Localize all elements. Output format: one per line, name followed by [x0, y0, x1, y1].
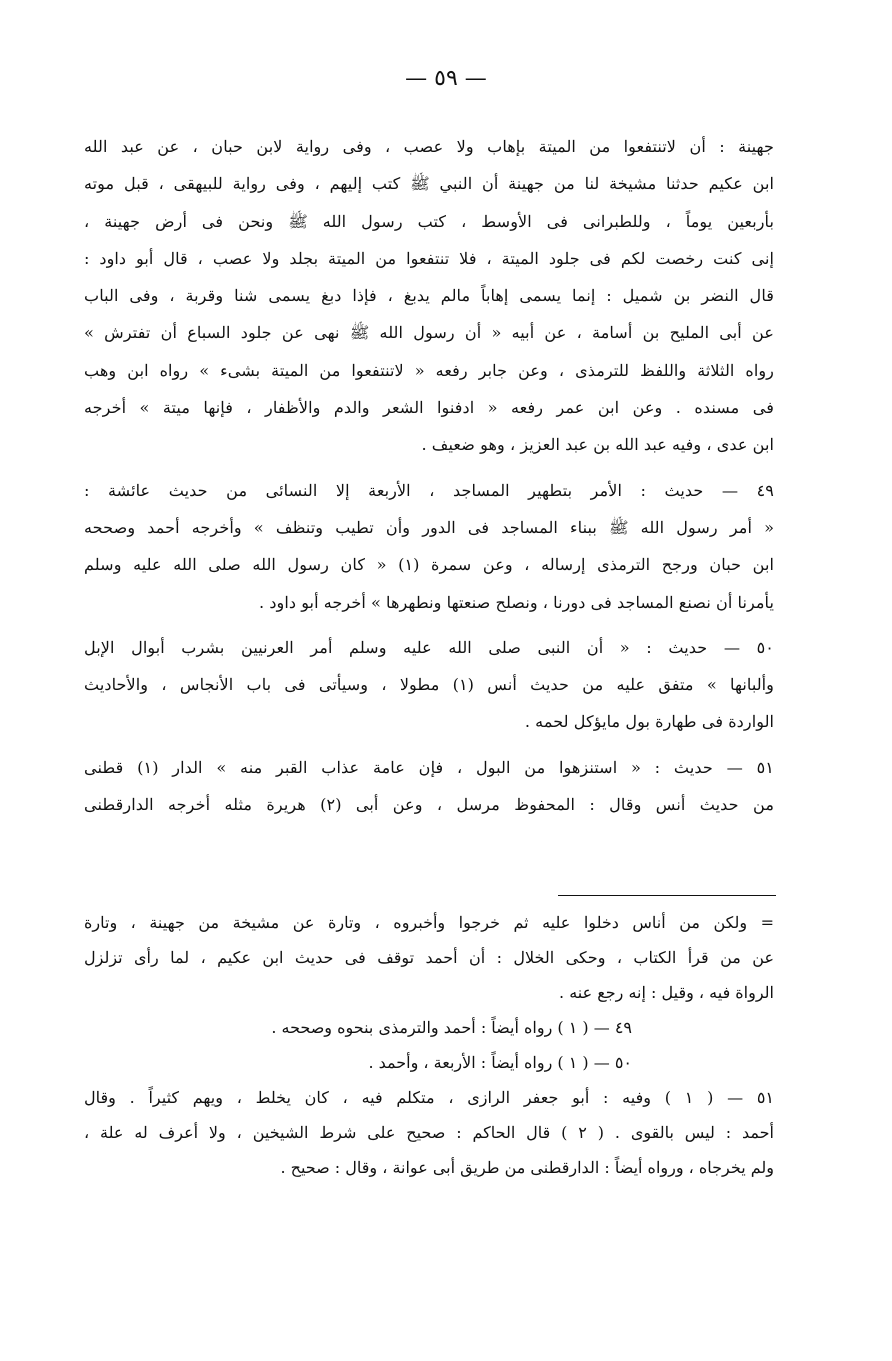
text-line: وألبانها » متفق عليه من حديث أنس (١) مطولا ، وسيأتى فى باب الأنجاس ، والأحاديث: [84, 675, 774, 695]
text-line: ابن عكيم حدثنا مشيخة لنا من جهينة أن النبي ﷺ كتب إليهم ، وفى رواية للبيهقى ، قبل موته: [84, 174, 774, 194]
footnote-separator: [558, 895, 776, 896]
footnote-51: ٥١ — ( ١ ) وفيه : أبو جعفر الرازى ، متكلم فيه ، كان يخلط ، ويهم كثيراً . وقال: [84, 1088, 774, 1107]
text-line: « أمر رسول الله ﷺ ببناء المساجد فى الدور وأن تطيب وتنظف » وأخرجه أحمد وصححه: [84, 517, 774, 537]
footnotes: [84, 905, 774, 1185]
text-line: ابن عدى ، وفيه عبد الله بن عبد العزيز ، وهو ضعيف .: [421, 435, 774, 455]
footnote-50: ٥٠ — ( ١ ) رواه أيضاً : الأربعة ، وأحمد .: [368, 1053, 632, 1072]
page-number: — ٥٩ —: [405, 66, 487, 91]
footnote-line: أحمد : ليس بالقوى . ( ٢ ) قال الحاكم : صحيح على شرط الشيخين ، ولا أعرف له علة ،: [84, 1123, 774, 1142]
footnote-49: ٤٩ — ( ١ ) رواه أيضاً : أحمد والترمذى بنحوه وصححه .: [271, 1018, 632, 1037]
text-line: رواه الثلاثة واللفظ للترمذى ، وعن جابر رفعه « لاتنتفعوا من الميتة بشىء » رواه ابن وهب: [84, 360, 774, 380]
paragraph-gap: [84, 464, 774, 472]
paragraph-gap: [84, 621, 774, 629]
hadith-49-heading: ٤٩ — حديث : الأمر بتطهير المساجد ، الأربعة إلا النسائى من حديث عائشة :: [84, 480, 774, 500]
text-line: جهينة : أن لاتنتفعوا من الميتة بإهاب ولا عصب ، وفى رواية لابن حبان ، عن عبد الله: [84, 137, 774, 156]
main-text: [84, 128, 774, 823]
text-line: عن أبى المليح بن أسامة ، عن أبيه « أن رسول الله ﷺ نهى عن جلود السباع أن تفترش »: [84, 323, 774, 343]
text-line: إنى كنت رخصت لكم فى جلود الميتة ، فلا تنتفعوا من الميتة بجلد ولا عصب ، قال أبو داود :: [84, 248, 774, 268]
hadith-51-heading: ٥١ — حديث : « استنزهوا من البول ، فإن عامة عذاب القبر منه » الدار (١) قطنى: [84, 757, 774, 777]
text-line: ابن حبان ورجح الترمذى إرساله ، وعن سمرة (١) « كان رسول الله صلى الله عليه وسلم: [84, 555, 774, 575]
text-line: بأربعين يوماً ، وللطبرانى فى الأوسط ، كتب رسول الله ﷺ ونحن فى أرض جهينة ،: [84, 211, 774, 231]
footnote-line: = ولكن من أناس دخلوا عليه ثم خرجوا وأخبروه ، وتارة عن مشيخة من جهينة ، وتارة: [84, 913, 774, 932]
text-line: الواردة فى طهارة بول مايؤكل لحمه .: [524, 712, 774, 732]
footnote-line: الرواة فيه ، وقيل : إنه رجع عنه .: [559, 983, 774, 1002]
paragraph-gap: [84, 741, 774, 749]
text-line: قال النضر بن شميل : إنما يسمى إهاباً مالم يدبغ ، فإذا دبغ يسمى شنا وقربة ، وفى الباب: [84, 286, 774, 306]
text-line: فى مسنده . وعن ابن عمر رفعه « ادفنوا الشعر والدم والأظفار ، فإنها ميتة » أخرجه: [84, 398, 774, 418]
footnote-line: عن من قرأ الكتاب ، وحكى الخلال : أن أحمد توقف فى حديث ابن عكيم ، لما رأى تزلزل: [84, 948, 774, 967]
hadith-50-heading: ٥٠ — حديث : « أن النبى صلى الله عليه وسلم أمر العرنيين بشرب أبوال الإبل: [84, 637, 774, 657]
text-line: من حديث أنس وقال : المحفوظ مرسل ، وعن أبى (٢) هريرة مثله أخرجه الدارقطنى: [84, 795, 774, 815]
footnote-line: ولم يخرجاه ، ورواه أيضاً : الدارقطنى من طريق أبى عوانة ، وقال : صحيح .: [280, 1158, 774, 1177]
text-line: يأمرنا أن نصنع المساجد فى دورنا ، ونصلح صنعتها ونطهرها » أخرجه أبو داود .: [259, 592, 774, 612]
